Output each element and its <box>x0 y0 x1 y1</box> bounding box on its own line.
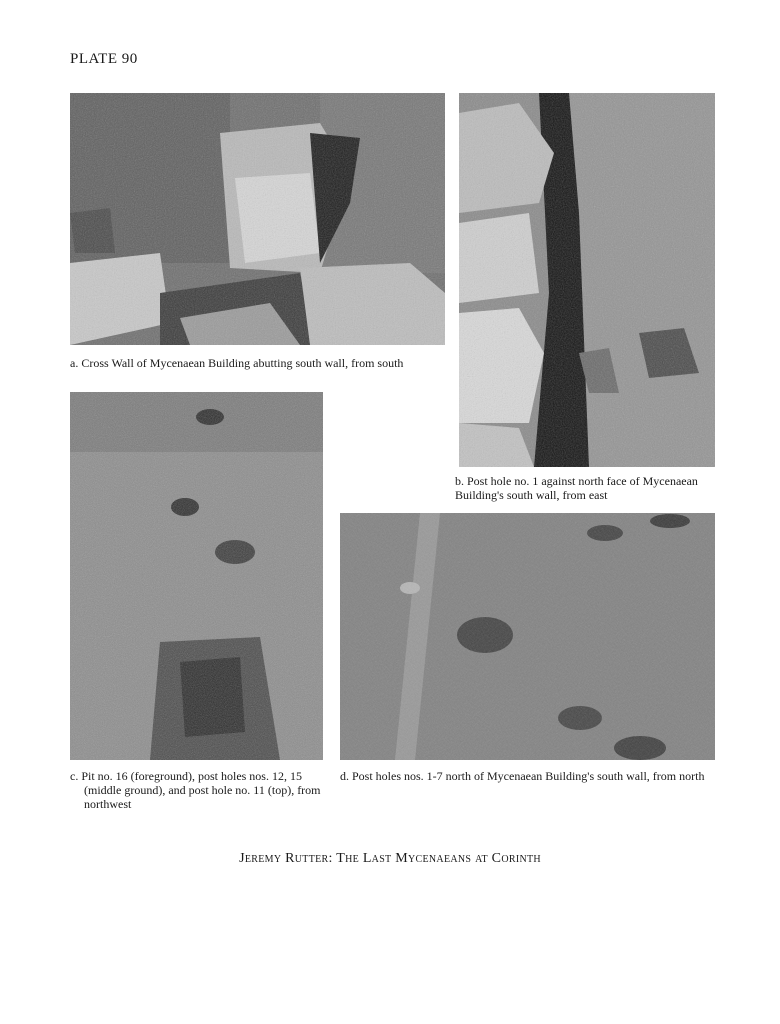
photo-b-post-hole-1 <box>459 93 715 467</box>
photo-d-post-holes-1-7 <box>340 513 715 760</box>
footer-title: Jeremy Rutter: The Last Mycenaeans at Corinth <box>239 851 541 866</box>
caption-b: b. Post hole no. 1 against north face of Mycenaean Building's south wall, from east <box>455 474 698 502</box>
caption-a: a. Cross Wall of Mycenaean Building abutting south wall, from south <box>70 356 404 370</box>
photo-c-pit-16 <box>70 392 323 760</box>
caption-d: d. Post holes nos. 1-7 north of Mycenaean Building's south wall, from north <box>340 769 705 783</box>
plate-label: PLATE 90 <box>70 51 138 67</box>
caption-c: c. Pit no. 16 (foreground), post holes nos. 12, 15 (middle ground), and post hole no. 11 (top), from northwest <box>70 769 321 811</box>
photo-a-cross-wall <box>70 93 445 345</box>
